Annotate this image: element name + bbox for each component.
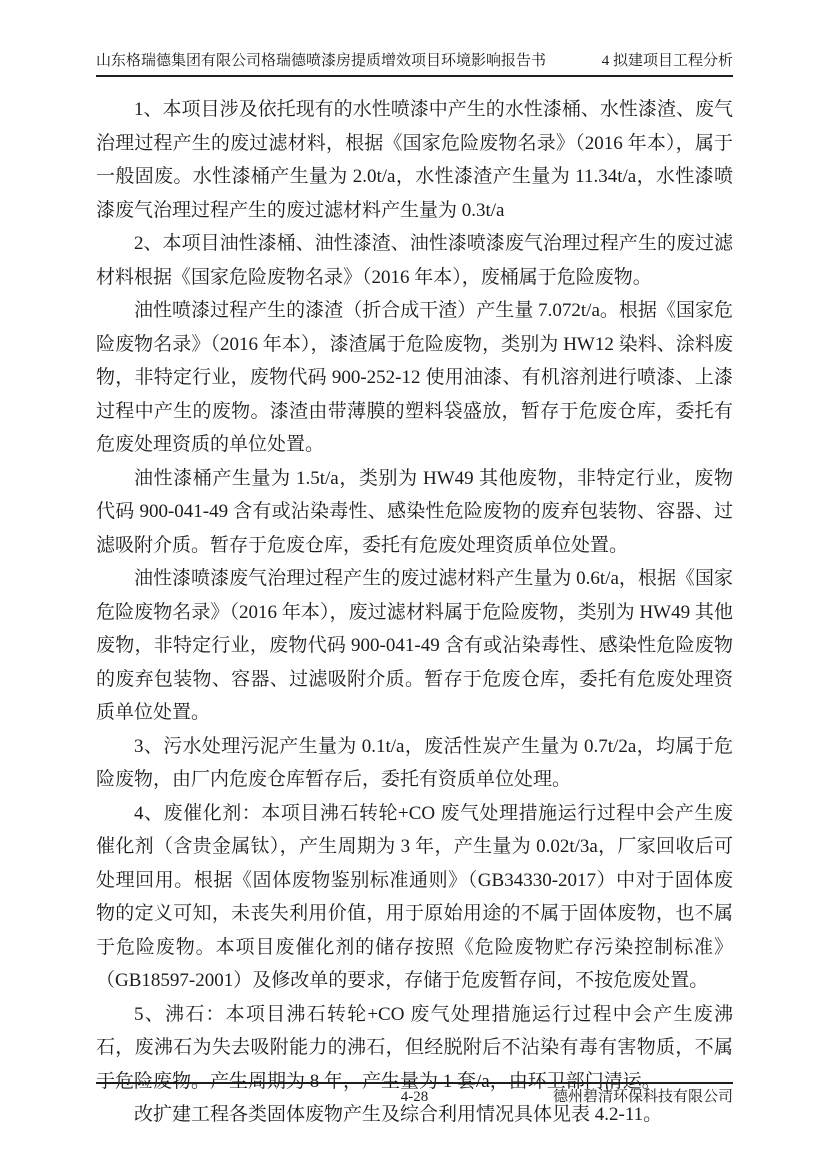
paragraph-2: 2、本项目油性漆桶、油性漆渣、油性漆喷漆废气治理过程产生的废过滤材料根据《国家危险废物名录》（2016 年本），废桶属于危险废物。 bbox=[96, 233, 733, 288]
paragraph-6: 3、污水处理污泥产生量为 0.1t/a，废活性炭产生量为 0.7t/2a，均属于危险废物，由厂内危废仓库暂存后，委托有资质单位处理。 bbox=[96, 735, 733, 790]
header-divider bbox=[96, 75, 733, 77]
page-header bbox=[96, 50, 733, 72]
header-chapter-title: 4 拟建项目工程分析 bbox=[601, 53, 733, 69]
document-body bbox=[96, 93, 733, 1132]
paragraph-3: 油性喷漆过程产生的漆渣（折合成干渣）产生量 7.072t/a。根据《国家危险废物名录》（2016 年本），漆渣属于危险废物，类别为 HW12 染料、涂料废物，非特定行业，废物代码 900-252-12 使用油漆、有机溶剂进行喷漆、上漆过程中产生的废物。漆渣由带薄膜的塑料袋盛放，暂存于危废仓库，委托有危废处理资质的单位处置。 bbox=[96, 300, 733, 455]
page-number: 4-28 bbox=[400, 1089, 429, 1105]
paragraph-4: 油性漆桶产生量为 1.5t/a，类别为 HW49 其他废物，非特定行业，废物代码 900-041-49 含有或沾染毒性、感染性危险废物的废弃包装物、容器、过滤吸附介质。暂存于危废仓库，委托有危废处理资质单位处置。 bbox=[96, 467, 733, 556]
page-footer bbox=[96, 1086, 733, 1108]
footer-divider bbox=[96, 1082, 733, 1084]
paragraph-8: 5、沸石：本项目沸石转轮+CO 废气处理措施运行过程中会产生废沸石，废沸石为失去吸附能力的沸石，但经脱附后不沾染有毒有害物质，不属于危险废物。产生周期为 8 年，产生量为 1 套/a，由环卫部门清运。 bbox=[96, 1003, 733, 1092]
paragraph-9: 改扩建工程各类固体废物产生及综合利用情况具体见表 4.2-11。 bbox=[134, 1104, 663, 1125]
header-document-title: 山东格瑞德集团有限公司格瑞德喷漆房提质增效项目环境影响报告书 bbox=[96, 53, 547, 69]
paragraph-5: 油性漆喷漆废气治理过程产生的废过滤材料产生量为 0.6t/a，根据《国家危险废物名录》（2016 年本），废过滤材料属于危险废物，类别为 HW49 其他废物，非特定行业，废物代码 900-041-49 含有或沾染毒性、感染性危险废物的废弃包装物、容器、过滤吸附介质。暂存于危废仓库，委托有危废处理资质单位处置。 bbox=[96, 568, 733, 723]
paragraph-7: 4、废催化剂：本项目沸石转轮+CO 废气处理措施运行过程中会产生废催化剂（含贵金属钛），产生周期为 3 年，产生量为 0.02t/3a，厂家回收后可处理回用。根据《固体废物鉴别标准通则》（GB34330-2017）中对于固体废物的定义可知，未丧失利用价值，用于原始用途的不属于固体废物，也不属于危险废物。本项目废催化剂的储存按照《危险废物贮存污染控制标准》（GB18597-2001）及修改单的要求，存储于危废暂存间，不按危废处置。 bbox=[96, 802, 733, 991]
footer-company-name: 德州碧清环保科技有限公司 bbox=[552, 1089, 733, 1105]
paragraph-1: 1、本项目涉及依托现有的水性喷漆中产生的水性漆桶、水性漆渣、废气治理过程产生的废过滤材料，根据《国家危险废物名录》（2016 年本），属于一般固废。水性漆桶产生量为 2.0t/a，水性漆渣产生量为 11.34t/a，水性漆喷漆废气治理过程产生的废过滤材料产生量为 0.3t/a bbox=[96, 99, 733, 221]
